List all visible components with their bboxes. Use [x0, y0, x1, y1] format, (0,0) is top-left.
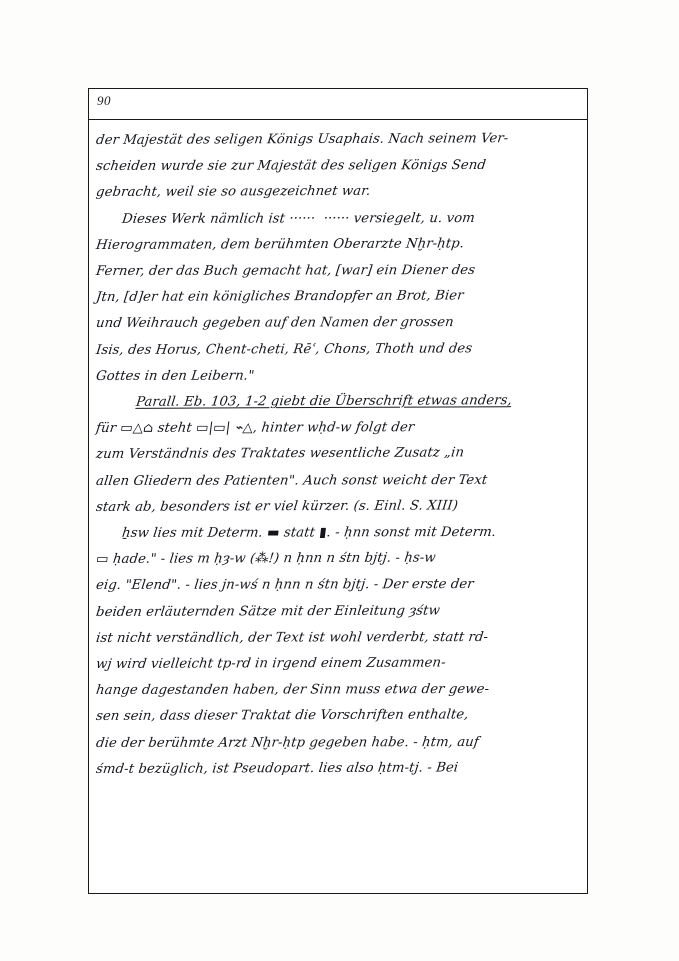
text-line-note: ▭ ḥade." - lies m ḥȝ-w (⁂!) n ḥnn n śtn bjtj. - ḥs-w — [95, 550, 437, 568]
page-number: 90 — [97, 93, 111, 108]
text-line-note: śmd-t bezüglich, ist Pseudopart. lies also ḥtm-tj. - Bei — [95, 760, 460, 777]
text-line-note: die der berühmte Arzt Nḫr-ḥtp gegeben habe. - ḥtm, auf — [95, 734, 480, 751]
text-line: Isis, des Horus, Chent-cheti, Rēʿ, Chons, Thoth und des — [95, 340, 474, 358]
text-line-note: ẖsw lies mit Determ. ▬ statt ▮. - ḥnn sonst mit Determ. — [121, 525, 497, 541]
text-line: Dieses Werk nämlich ist ······ ······ versiegelt, u. vom — [121, 210, 476, 227]
text-line: der Majestät des seligen Königs Usaphais. Nach seinem Ver- — [95, 131, 510, 148]
text-line-citation: Parall. Eb. 103, 1-2 giebt die Überschrift etwas anders, — [135, 393, 513, 410]
text-line-note: ist nicht verständlich, der Text ist wohl verderbt, statt rd- — [95, 629, 489, 646]
header-rule — [88, 119, 588, 120]
text-line: Gottes in den Leibern." — [95, 368, 256, 384]
text-line: gebracht, weil sie so ausgezeichnet war. — [95, 184, 372, 201]
text-line-note: sen sein, dass dieser Traktat die Vorschriften enthalte, — [95, 707, 470, 725]
text-line: Hierogrammaten, dem berühmten Oberarzte Nḫr-ḥtp. — [95, 236, 465, 253]
text-line-note: wj wird vielleicht tp-rd in irgend einem Zusammen- — [95, 655, 447, 673]
text-line: stark ab, besonders ist er viel kürzer. (s. Einl. S. XIII) — [95, 498, 459, 515]
text-line: Jtn, [d]er hat ein königliches Brandopfer an Brot, Bier — [95, 288, 465, 306]
text-line: scheiden wurde sie zur Majestät des seligen Königs Send — [95, 158, 487, 175]
text-line: Ferner, der das Buch gemacht hat, [war] ein Diener des — [95, 263, 476, 280]
text-line-note: eig. "Elend". - lies jn-wś n ḥnn n śtn bjtj. - Der erste der — [95, 577, 475, 594]
handwritten-body — [96, 128, 580, 888]
text-line: allen Gliedern des Patienten". Auch sonst weicht der Text — [95, 472, 489, 489]
text-line: und Weihrauch gegeben auf den Namen der grossen — [95, 315, 455, 332]
text-line-note: hange dagestanden haben, der Sinn muss etwa der gewe- — [95, 682, 490, 699]
text-line-hieroglyph: für ▭△⌂ steht ▭|▭| ⌁△, hinter wḥd-w folgt der — [95, 420, 416, 437]
text-line: zum Verständnis des Traktates wesentliche Zusatz „in — [95, 445, 465, 463]
text-line-note: beiden erläuternden Sätze mit der Einleitung ȝśtw — [95, 603, 441, 620]
